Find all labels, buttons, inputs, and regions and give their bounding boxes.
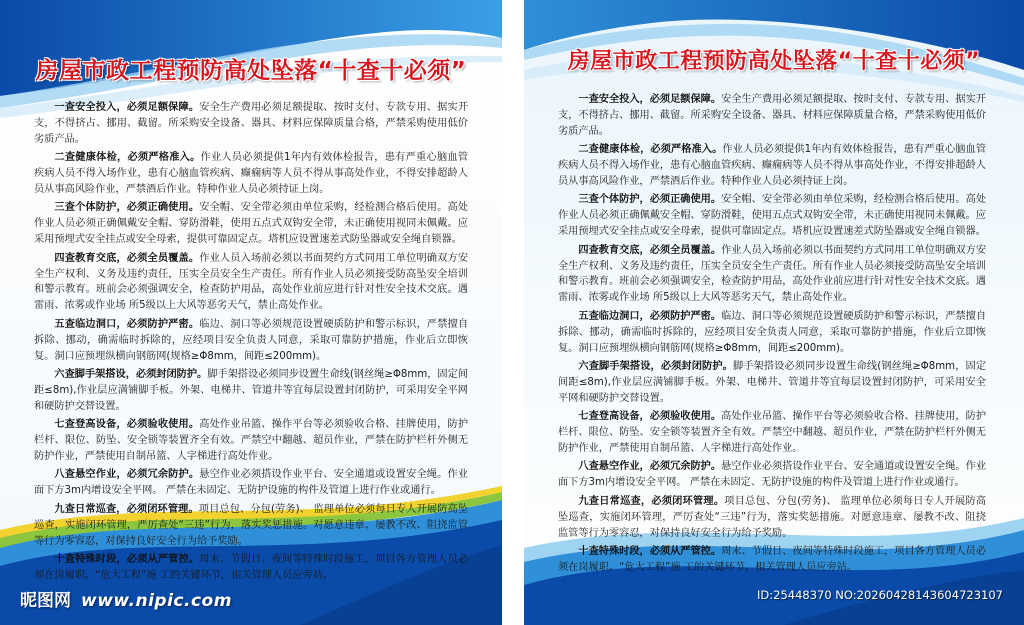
poster-right-title: 房屋市政工程预防高处坠落“十查十必须”: [567, 49, 981, 74]
poster-right: [524, 0, 1024, 625]
item-text: 高处作业吊篮、操作平台等必须验收合格、挂牌使用，防护栏杆、限位、防坠、安全锁等装置齐全有效。严禁空中翻越、超员作业，严禁在防护栏杆外侧无防护作业，严禁使用自制吊篮、人字梯进行高处作业。: [34, 419, 469, 463]
item-heading: 九查日常巡查，必须闭环管理。: [54, 503, 199, 515]
item-heading: 五查临边洞口，必须防护严密。: [54, 318, 200, 330]
list-item: [558, 494, 986, 542]
item-heading: 三查个体防护，必须正确使用。: [54, 202, 200, 214]
item-heading: 七查登高设备，必须验收使用。: [54, 419, 200, 431]
item-text: 悬空作业必须搭设作业平台、安全通道或设置安全绳。作业面下方3m内增设安全平网。 严禁在未固定、无防护设施的构件及管道上进行作业或通行。: [558, 461, 987, 489]
item-heading: 一查安全投入，必须足额保障。: [578, 94, 722, 105]
item-heading: 四查教育交底，必须全员覆盖。: [578, 244, 722, 256]
list-item: [34, 552, 468, 584]
list-item: [34, 417, 468, 465]
item-text: 作业人员必须提供1年内有效体检报告，患有严重心脑血管疾病人员不得入场作业，患有心脑血管疾病、癫痫病等人员不得从事高处作业，不得安排超龄人员从事高风险作业，严禁酒后作业。特种作业人员必须持证上岗。: [34, 152, 469, 196]
list-item: [558, 309, 986, 357]
watermark-id: ID:25448370 NO:20260428143604723107: [757, 588, 1003, 602]
item-heading: 六查脚手架搭设，必须封闭防护。: [54, 369, 208, 380]
list-item: [558, 192, 986, 240]
item-text: 安全生产费用必须足额提取、按时支付、专款专用、据实开支，不得挤占、挪用、截留。所采购安全设备、器具、材料应保障质量合格，严禁采购使用低价劣质产品。: [34, 102, 469, 145]
list-item: [34, 317, 468, 365]
watermark-site: www.nipic.com: [81, 591, 232, 611]
item-heading: 十查特殊时段，必须从严管控。: [54, 553, 200, 565]
item-text: 安全生产费用必须足额提取、按时支付、专款专用、据实开支，不得挤占、挪用、截留。所采购安全设备、器具、材料应保障质量合格，严禁采购使用低价劣质产品。: [558, 94, 987, 137]
poster-left: [0, 0, 502, 625]
item-text: 脚手架搭设必须同步设置生命线(钢丝绳≥Φ8mm，固定间距≤8m),作业层应满铺脚手板。外架、电梯井、管道井等宜每层设置封闭防护，可采用安全平网和硬防护交替设置。: [34, 369, 468, 412]
item-text: 项目总包、分包(劳务)、 监理单位必须每日专人开展防高坠巡查，实施闭环管理，严厉查处“三违”行为，落实奖惩措施。对愿意违章、屡教不改、阻挠监管等行为零容忍，对保持良好安全行为给予奖励。: [558, 495, 987, 539]
list-item: [558, 142, 986, 190]
list-item: [34, 150, 468, 198]
item-text: 周末、节假日、夜间等特殊时段施工，项目各方管理人员必须在岗履职。“危大工程”施 工的关键环节，相关管理人员应旁站。: [34, 553, 469, 581]
item-text: 项目总包、分包(劳务)、 监理单位必须每日专人开展防高坠巡查，实施闭环管理，严厉查处“三违”行为，落实奖惩措施。对愿意违章、屡教不改、阻挠监管等行为零容忍，对保持良好安全行为给予奖励。: [34, 503, 469, 547]
item-text: 临边、洞口等必须规范设置硬质防护和警示标识，严禁擅自拆除、挪动，确需临时拆除的，应经项目安全负责人同意，采取可靠防护措施，作业后立即恢复。洞口应预埋纵横向钢筋网(规格≥Φ8mm，间距≤200mm)。: [558, 310, 987, 354]
list-item: [34, 367, 468, 415]
item-heading: 二查健康体检，必须严格准入。: [54, 152, 201, 164]
poster-left-body: [34, 100, 468, 586]
list-item: [558, 359, 986, 407]
item-text: 作业人员入场前必须以书面契约方式同用工单位明确双方安全生产权利、义务及违约责任，压实全员安全生产责任。所有作业人员必须接受防高坠安全培训和警示教育。班前会必须强调安全，检查防护用品，高处作业前应进行针对性安全技术交底。遇雷雨、浓雾或作业场 所5级以上大风等恶劣天气，禁止高处作业。: [34, 252, 469, 312]
watermark-brand: 昵图网: [20, 591, 71, 611]
list-item: [558, 544, 986, 576]
item-text: 悬空作业必须搭设作业平台、安全通道或设置安全绳。作业面下方3m内增设安全平网。 严禁在未固定、无防护设施的构件及管道上进行作业或通行。: [34, 469, 469, 497]
list-item: [558, 409, 986, 457]
item-text: 作业人员必须提供1年内有效体检报告，患有严重心脑血管疾病人员不得入场作业，患有心脑血管疾病、癫痫病等人员不得从事高处作业，不得安排超龄人员从事高风险作业，严禁酒后作业。特种作业人员必须持证上岗。: [558, 144, 987, 188]
item-text: 周末、节假日、夜间等特殊时段施工，项目各方管理人员必须在岗履职。“危大工程”施 工的关键环节，相关管理人员应旁站。: [558, 545, 987, 573]
list-item: [34, 467, 468, 499]
item-heading: 一查安全投入，必须足额保障。: [54, 102, 200, 113]
poster-left-title: 房屋市政工程预防高处坠落“十查十必须”: [35, 58, 467, 84]
list-item: [558, 459, 986, 491]
list-item: [558, 243, 986, 307]
item-heading: 五查临边洞口，必须防护严密。: [578, 310, 722, 322]
item-text: 安全帽、安全带必须由单位采购，经检测合格后使用。高处作业人员必须正确佩戴安全帽、穿防滑鞋，使用五点式双钩安全带，未正确使用视同未佩戴。应采用预埋式安全挂点或安全母索，提供可靠固定点。塔机应设置速差式防坠器或安全绳自锁器。: [558, 194, 987, 238]
item-heading: 三查个体防护，必须正确使用。: [578, 194, 722, 206]
poster-right-body: [558, 92, 986, 578]
item-heading: 四查教育交底，必须全员覆盖。: [54, 252, 200, 264]
item-heading: 八查悬空作业，必须冗余防护。: [54, 469, 200, 481]
list-item: [34, 200, 468, 248]
item-heading: 二查健康体检，必须严格准入。: [578, 144, 723, 156]
list-item: [558, 92, 986, 140]
list-item: [34, 100, 468, 148]
item-heading: 六查脚手架搭设，必须封闭防护。: [578, 361, 733, 372]
item-heading: 八查悬空作业，必须冗余防护。: [578, 461, 722, 473]
list-item: [34, 251, 468, 315]
watermark-nipic: [20, 586, 232, 611]
item-text: 临边、洞口等必须规范设置硬质防护和警示标识，严禁擅自拆除、挪动，确需临时拆除的，应经项目安全负责人同意，采取可靠防护措施，作业后立即恢复。洞口应预埋纵横向钢筋网(规格≥Φ8mm，间距≤200mm)。: [34, 318, 469, 362]
item-text: 脚手架搭设必须同步设置生命线(钢丝绳≥Φ8mm，固定间距≤8m),作业层应满铺脚手板。外架、电梯井、管道井等宜每层设置封闭防护，可采用安全平网和硬防护交替设置。: [558, 361, 987, 404]
item-heading: 九查日常巡查，必须闭环管理。: [578, 495, 725, 507]
item-text: 安全帽、安全带必须由单位采购，经检测合格后使用。高处作业人员必须正确佩戴安全帽、穿防滑鞋，使用五点式双钩安全带，未正确使用视同未佩戴。应采用预埋式安全挂点或安全母索，提供可靠固定点。塔机应设置速差式防坠器或安全绳自锁器。: [34, 202, 469, 246]
item-heading: 七查登高设备，必须验收使用。: [578, 411, 722, 423]
item-heading: 十查特殊时段，必须从严管控。: [578, 545, 722, 557]
list-item: [34, 502, 468, 550]
item-text: 作业人员入场前必须以书面契约方式同用工单位明确双方安全生产权利、义务及违约责任，压实全员安全生产责任。所有作业人员必须接受防高坠安全培训和警示教育。班前会必须强调安全，检查防护用品，高处作业前应进行针对性安全技术交底。遇雷雨、浓雾或作业场 所5级以上大风等恶劣天气，禁止高处作业。: [558, 244, 987, 304]
item-text: 高处作业吊篮、操作平台等必须验收合格、挂牌使用，防护栏杆、限位、防坠、安全锁等装置齐全有效。严禁空中翻越、超员作业，严禁在防护栏杆外侧无防护作业，严禁使用自制吊篮、人字梯进行高处作业。: [558, 411, 987, 455]
